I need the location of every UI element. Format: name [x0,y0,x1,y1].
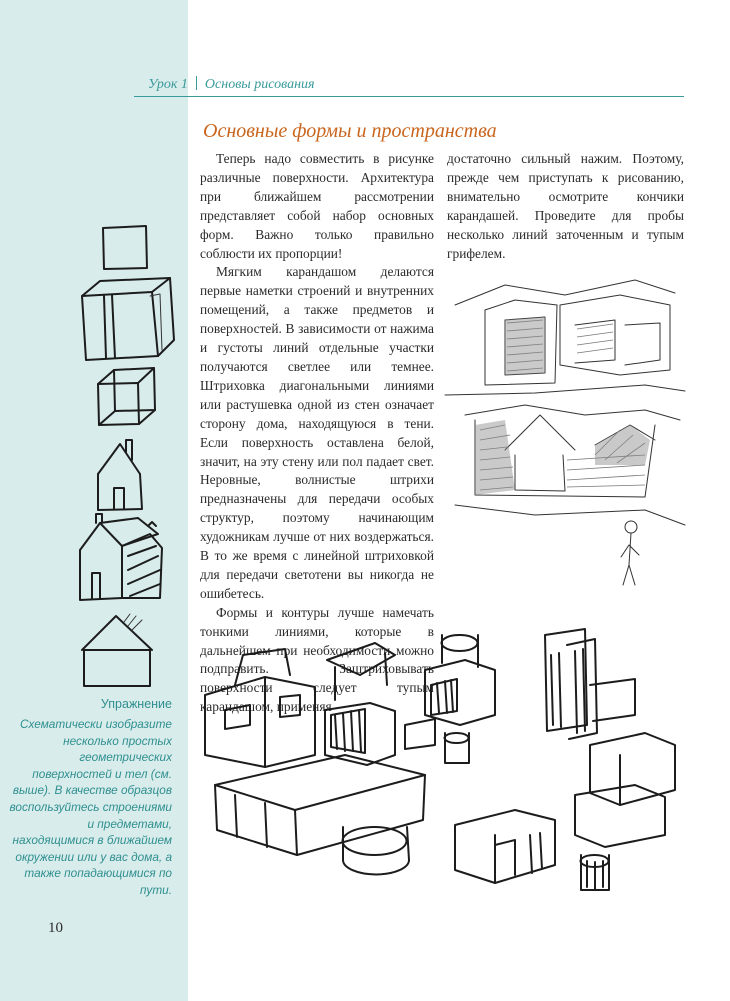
architectural-pencil-sketch [445,265,685,595]
cube-sketch [82,278,174,360]
header-rule [134,96,684,97]
composite-house-sketch [80,514,162,600]
exercise-text: Схематически изобразите несколько простых геометрических поверхностей и тел (см. выше). В качестве образцов воспользуйтесь строениями и предметами, находящимися в ближайшем окружении или у вас дома, а также попадающимися по пути. [9,717,172,897]
exercise-heading: Упражнение [100,697,172,711]
lesson-label: Урок 1 [148,77,188,92]
house-outline-sketch [82,614,152,686]
page-title: Основные формы и пространства [203,120,497,142]
section-label: Основы рисования [204,77,315,92]
paragraph: Мягким карандашом делаются первые наметки строений и внутренних помещений, а также предметов и поверхностей. В зависимости от нажима и густоты линий отдельные участки получаются светлее или темнее. Штриховка диагональными линиями или растушевка одной из стен означает сторону дома, находящуюся в тени. Если поверхность оставлена белой, значит, на эту стену или пол падает свет. Неровные, волнистые штрихи предназначены для передачи особых структур, поэтому начинающим художникам лучше от них воздержаться. В то же время с линейной штриховкой для передачи светотени вы никогда не ошибетесь. [200,264,434,601]
sidebar-shape-sketches [0,0,190,700]
text-column-right [447,150,684,263]
building-ink-sketch [195,615,695,905]
paragraph: Формы и контуры лучше намечать тонкими линиями, которые в дальнейшем при необходимости можно подправить. Заштриховывать поверхности следует тупым карандашом, применяя [200,604,434,715]
header-separator [196,76,197,90]
house-sketch [98,440,142,510]
square-sketch [103,226,147,269]
page-number: 10 [48,920,63,936]
paragraph: Теперь надо совместить в рисунке различные поверхности. Архитектура при ближайшем рассмотрении представляет собой набор основных форм. Важно только правильно соблюсти их пропорции! [200,151,434,261]
paragraph: достаточно сильный нажим. Поэтому, прежде чем приступать к рисованию, внимательно осмотрите кончики карандашей. Проведите для пробы несколько линий заточенным и тупым грифелем. [447,151,684,261]
wireframe-cube-sketch [98,368,155,425]
